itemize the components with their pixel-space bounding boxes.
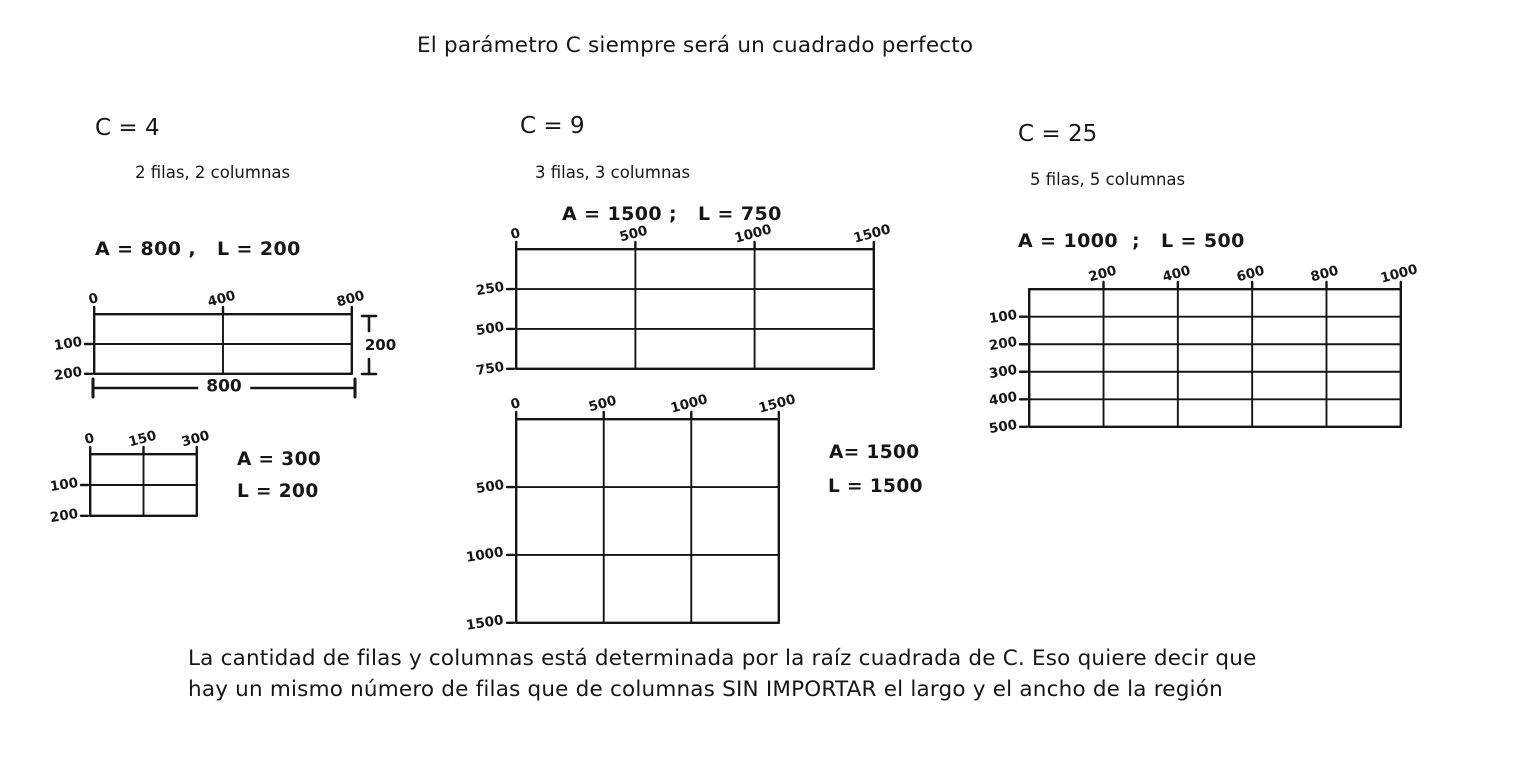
c25-grid — [987, 261, 1420, 437]
y-axis-tick-label: 200 — [52, 363, 84, 384]
x-axis-tick-label: 500 — [586, 392, 618, 416]
x-axis-tick-label: 0 — [87, 290, 101, 308]
x-axis-tick-label: 400 — [205, 287, 238, 311]
c9-param-label: C = 9 — [520, 113, 585, 139]
x-axis-tick-label: 1500 — [851, 221, 893, 247]
x-axis-tick-label: 800 — [1309, 262, 1341, 286]
grid-lines — [1028, 288, 1402, 428]
x-axis-tick-label: 150 — [126, 427, 158, 451]
y-axis-tick-label: 750 — [474, 358, 506, 379]
y-axis-tick-label: 200 — [48, 505, 80, 526]
c4-width-bracket-label: 800 — [198, 376, 250, 396]
x-axis-tick-label: 600 — [1235, 262, 1267, 286]
c25-formula-label: A = 1000 ; L = 500 — [1018, 230, 1245, 252]
y-axis-tick-label: 200 — [987, 334, 1019, 355]
c4-grid-small-area-label: A = 300 — [237, 449, 322, 470]
x-axis-tick-label: 1500 — [756, 391, 798, 417]
c4-grid-small-length-label: L = 200 — [237, 481, 319, 502]
x-axis-tick-label: 200 — [1086, 262, 1118, 286]
x-axis-tick-label: 300 — [179, 427, 212, 451]
c9-dims-label: 3 filas, 3 columnas — [535, 163, 691, 182]
c4-param-label: C = 4 — [95, 115, 160, 141]
x-axis-tick-label: 0 — [509, 395, 523, 413]
x-axis-tick-label: 0 — [83, 430, 97, 448]
c9-formula-label: A = 1500 ; L = 750 — [562, 203, 782, 225]
footer-text-line2: hay un mismo número de filas que de columnas SIN IMPORTAR el largo y el ancho de la región — [188, 677, 1223, 702]
y-axis-tick-label: 1000 — [465, 544, 506, 566]
c4-formula-label: A = 800 , L = 200 — [95, 238, 301, 260]
y-axis-tick-label: 250 — [474, 278, 506, 300]
c25-param-label: C = 25 — [1018, 121, 1098, 147]
c25-dims-label: 5 filas, 5 columnas — [1030, 170, 1186, 189]
y-axis-tick-label: 500 — [474, 476, 506, 498]
y-axis-tick-label: 1500 — [465, 611, 506, 634]
x-axis-tick-label: 400 — [1160, 262, 1193, 286]
x-axis-tick-label: 0 — [509, 225, 523, 243]
x-axis-tick-label: 1000 — [732, 221, 773, 247]
c4-dims-label: 2 filas, 2 columnas — [135, 163, 291, 182]
y-axis-tick-label: 500 — [987, 416, 1019, 437]
x-axis-tick-label: 800 — [334, 287, 367, 311]
x-axis-tick-label: 500 — [618, 222, 650, 246]
y-axis-tick-label: 400 — [987, 389, 1019, 410]
y-axis-tick-label: 100 — [52, 333, 84, 355]
y-axis-tick-label: 500 — [474, 318, 506, 340]
page-title: El parámetro C siempre será un cuadrado perfecto — [417, 33, 974, 58]
x-axis-tick-label: 1000 — [669, 391, 710, 417]
y-axis-tick-label: 100 — [987, 306, 1019, 327]
y-axis-tick-label: 100 — [48, 474, 80, 496]
x-axis-tick-label: 1000 — [1378, 261, 1420, 287]
c9-grid-square-length-label: L = 1500 — [828, 476, 923, 497]
y-axis-tick-label: 300 — [987, 361, 1019, 382]
c9-grid-square-area-label: A= 1500 — [829, 442, 920, 463]
c4-height-bracket-label: 200 — [364, 336, 397, 354]
footer-text-line1: La cantidad de filas y columnas está determinada por la raíz cuadrada de C. Eso quiere decir que — [188, 646, 1257, 671]
